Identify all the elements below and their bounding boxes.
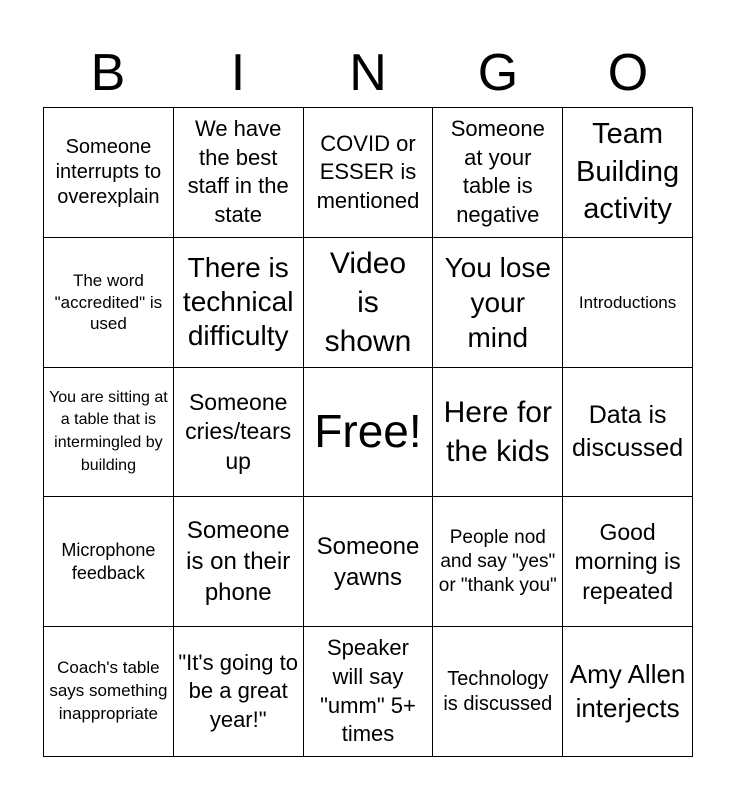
bingo-cell[interactable] xyxy=(433,368,563,498)
cell-text: The word "accredited" is used xyxy=(54,271,163,333)
bingo-card-grid xyxy=(43,107,693,757)
cell-text: Video is shown xyxy=(324,246,412,358)
header-letter-g: G xyxy=(477,44,519,102)
cell-text: Good morning is repeated xyxy=(574,518,681,604)
bingo-cell[interactable] xyxy=(44,108,174,238)
bingo-cell-free[interactable] xyxy=(304,368,434,498)
cell-text: "It's going to be a great year!" xyxy=(178,649,298,732)
bingo-cell[interactable] xyxy=(304,238,434,368)
cell-text: Microphone feedback xyxy=(61,540,156,583)
header-letter-n: N xyxy=(349,44,387,102)
bingo-cell[interactable] xyxy=(563,238,693,368)
cell-text: Data is discussed xyxy=(572,401,684,462)
cell-text: Technology is discussed xyxy=(443,667,553,715)
bingo-header xyxy=(43,40,693,106)
bingo-cell[interactable] xyxy=(44,497,174,627)
cell-text: COVID or ESSER is mentioned xyxy=(316,130,420,213)
bingo-cell[interactable] xyxy=(433,108,563,238)
bingo-cell[interactable] xyxy=(44,238,174,368)
bingo-cell[interactable] xyxy=(563,497,693,627)
header-letter-b: B xyxy=(90,44,126,102)
cell-text: Amy Allen interjects xyxy=(569,658,686,723)
cell-text: Speaker will say "umm" 5+ times xyxy=(320,635,416,747)
cell-text: Coach's table says something inappropriate xyxy=(49,658,168,724)
bingo-cell[interactable] xyxy=(563,368,693,498)
bingo-cell[interactable] xyxy=(433,497,563,627)
cell-text: Someone cries/tears up xyxy=(185,388,292,474)
cell-text: Someone interrupts to overexplain xyxy=(55,135,162,208)
cell-text: People nod and say "yes" or "thank you" xyxy=(438,527,557,596)
bingo-cell[interactable] xyxy=(433,627,563,757)
header-letter-i: I xyxy=(230,44,246,102)
bingo-cell[interactable] xyxy=(174,238,304,368)
bingo-cell[interactable] xyxy=(174,368,304,498)
cell-text: Someone yawns xyxy=(316,532,420,591)
cell-text: Someone at your table is negative xyxy=(450,116,545,227)
bingo-cell[interactable] xyxy=(304,627,434,757)
bingo-cell[interactable] xyxy=(44,368,174,498)
bingo-cell[interactable] xyxy=(174,497,304,627)
cell-text: Introductions xyxy=(578,292,677,312)
cell-text: We have the best staff in the state xyxy=(187,116,289,227)
cell-text: Team Building activity xyxy=(576,117,680,226)
bingo-cell[interactable] xyxy=(563,108,693,238)
bingo-cell[interactable] xyxy=(174,627,304,757)
cell-text: You are sitting at a table that is intermingled by building xyxy=(49,388,168,474)
bingo-cell[interactable] xyxy=(174,108,304,238)
bingo-cell[interactable] xyxy=(433,238,563,368)
bingo-cell[interactable] xyxy=(304,497,434,627)
bingo-cell[interactable] xyxy=(44,627,174,757)
cell-text: Here for the kids xyxy=(443,395,552,468)
cell-text: You lose your mind xyxy=(444,251,551,353)
cell-text: There is technical difficulty xyxy=(182,251,294,352)
cell-text: Someone is on their phone xyxy=(186,517,291,607)
bingo-cell[interactable] xyxy=(563,627,693,757)
bingo-cell[interactable] xyxy=(304,108,434,238)
header-letter-o: O xyxy=(607,44,649,102)
free-space-text: Free! xyxy=(314,405,422,458)
